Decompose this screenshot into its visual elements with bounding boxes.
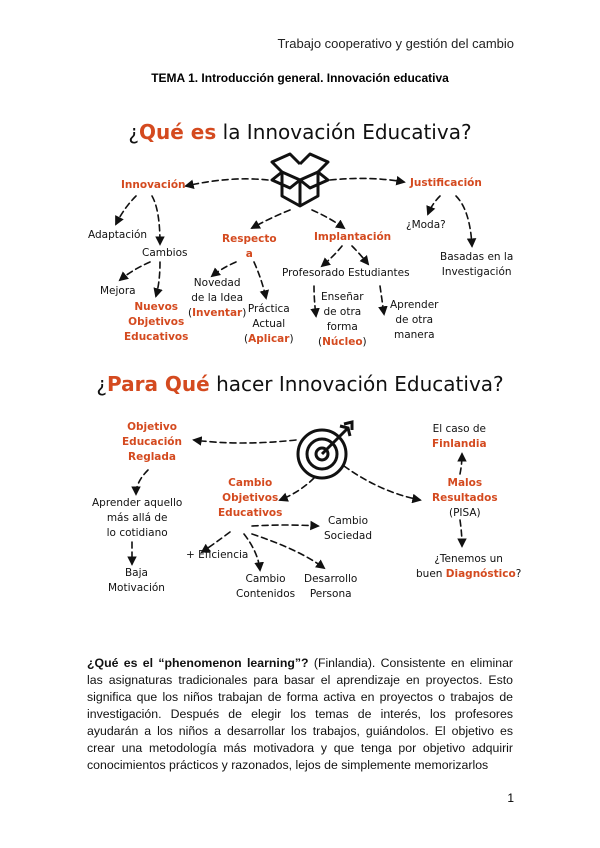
title-suffix: hacer Innovación Educativa? [209,372,504,396]
aplicar-label: Aplicar [248,333,290,345]
node-profesorado: Profesorado [282,267,345,279]
node-caso-finlandia: El caso de Finlandia [432,423,487,450]
node-implantacion: Implantación [314,231,392,243]
paragraph-lead: ¿Qué es el “phenomenon learning”? [87,656,309,670]
node-baja-motivacion: Baja Motivación [108,567,165,594]
title-suffix: la Innovación Educativa? [216,120,472,144]
node-mejora: Mejora [100,285,136,297]
phenomenon-learning-paragraph [87,655,513,774]
node-ensenar: Enseñar de otra forma (Núcleo) [318,291,367,348]
title-prefix: ¿ [128,120,140,144]
node-aprender-otra: Aprender de otra manera [390,299,439,341]
title-highlight: Para Qué [106,372,210,396]
node-tenemos-diagnostico: ¿Tenemos un buen Diagnóstico? [416,553,522,580]
node-basadas: Basadas en la Investigación [440,251,514,278]
node-objetivo-educacion: Objetivo Educación Reglada [122,421,182,463]
title-highlight: Qué es [139,120,217,144]
page-number: 1 [507,791,514,805]
topic-title: TEMA 1. Introducción general. Innovación educativa [151,71,449,85]
diagnostico-label: Diagnóstico [445,568,516,580]
finlandia-label: Finlandia [432,438,487,450]
paragraph-text: (Finlandia). Consistente en eliminar las asignaturas tradicionales para basar el aprendizaje en proyectos. Esto significa que los niños trabajan de forma activa en proyectos o trabajos de investigación. Después de elegir los temas de interés, los profesores ayudarán a los niños a desarrollar los trabajos, guiándolos. El objetivo es crear una metodología más motivadora y que tenga por objetivo adquirir conocimientos prácticos y razonados, lejos de simplemente memorizarlos [87,656,514,772]
node-cambio-sociedad: Cambio Sociedad [324,515,373,542]
title-prefix: ¿ [96,372,107,396]
node-aprender-alla: Aprender aquello más allá de lo cotidiano [92,497,183,539]
node-novedad: Novedad de la Idea (Inventar) [188,277,247,319]
target-arrow-icon [294,420,356,482]
node-estudiantes: Estudiantes [348,267,410,279]
node-malos-resultados: Malos Resultados (PISA) [432,477,498,519]
section2-title [0,372,600,396]
node-cambio-objetivos: Cambio Objetivos Educativos [218,477,283,519]
nucleo-label: Núcleo [322,336,363,348]
node-cambio-contenidos: Cambio Contenidos [236,573,296,600]
node-practica: Práctica Actual (Aplicar) [244,303,294,345]
node-innovacion: Innovación [121,179,186,191]
node-respecto: Respecto a [222,233,277,260]
node-cambios: Cambios [142,247,188,259]
node-desarrollo-persona: Desarrollo Persona [304,573,358,600]
node-nuevos-objetivos: Nuevos Objetivos Educativos [124,301,189,343]
node-eficiencia: + Eficiencia [186,549,249,561]
node-adaptacion: Adaptación [88,229,148,241]
node-justificacion: Justificación [410,177,482,189]
node-moda: ¿Moda? [406,219,446,231]
inventar-label: Inventar [192,307,243,319]
running-header: Trabajo cooperativo y gestión del cambio [277,36,514,51]
open-box-icon [268,150,332,212]
